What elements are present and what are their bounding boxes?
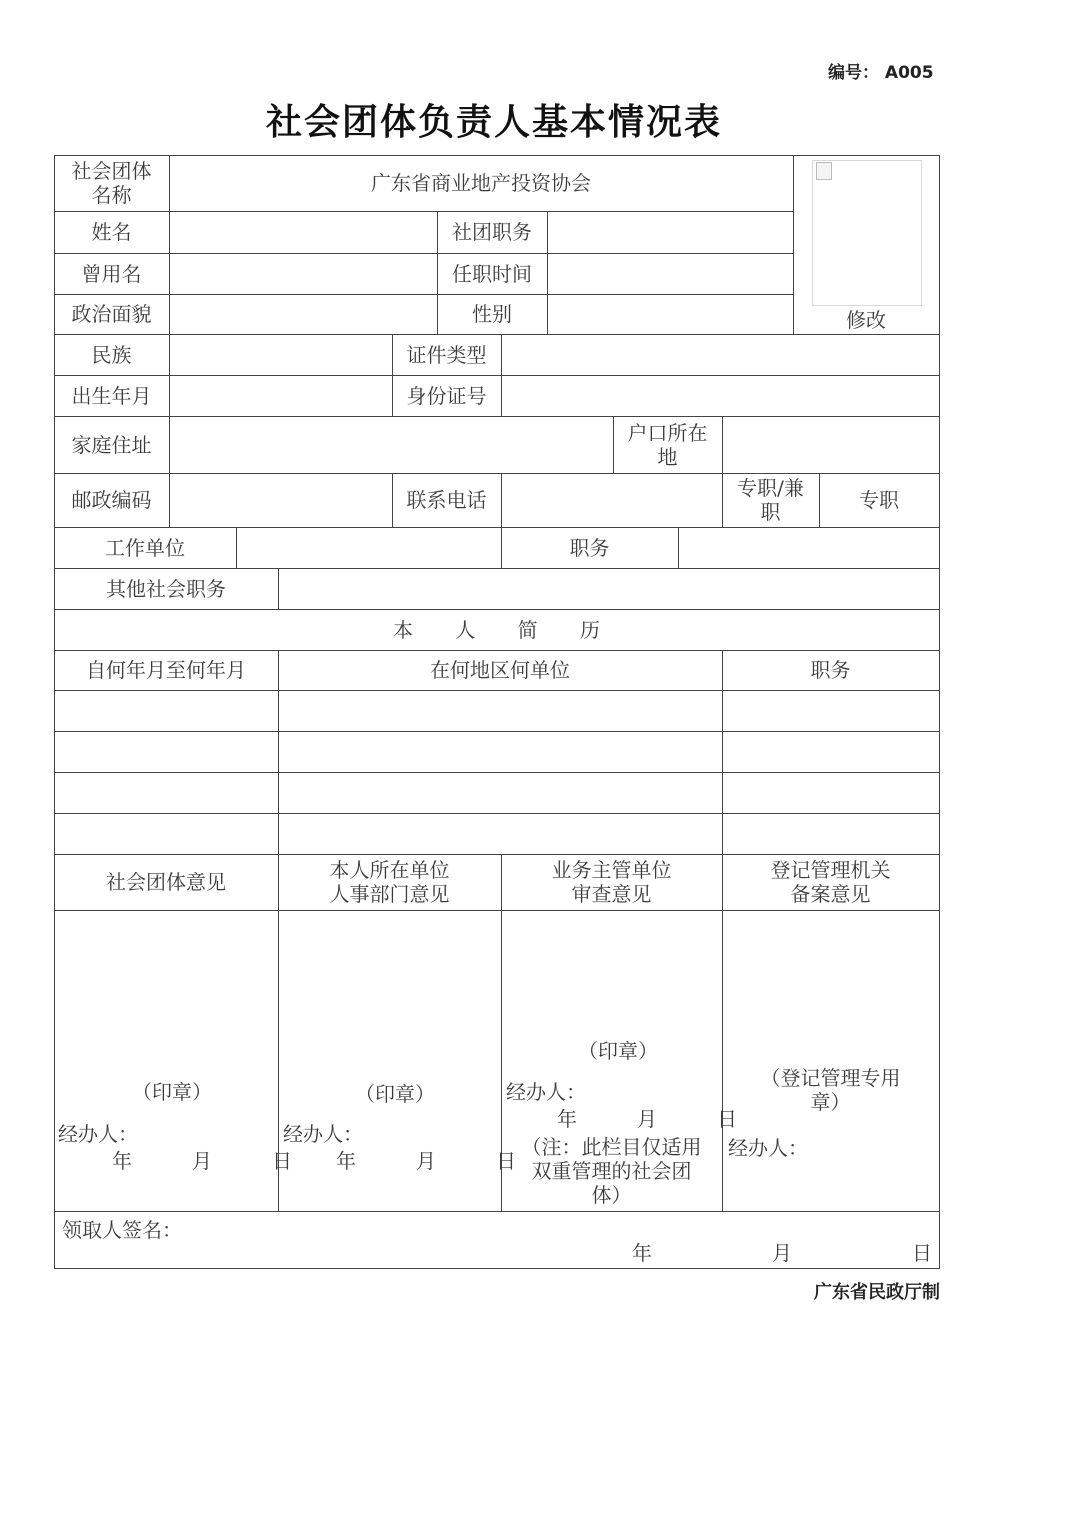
broken-image-icon	[816, 162, 832, 180]
date-2: 年 月 日	[336, 1149, 516, 1173]
org-name-label: 社会团体 名称	[71, 159, 152, 207]
receiver-label: 领取人签名：	[62, 1218, 182, 1242]
hukou-label: 户口所在 地	[627, 420, 708, 469]
document-number: 编号： A005	[828, 63, 934, 83]
resume-post-header: 职务	[810, 658, 851, 682]
issuer-footer: 广东省民政厅制	[814, 1282, 940, 1303]
seal-1: （印章）	[132, 1080, 212, 1104]
receiver-year: 年	[632, 1241, 652, 1265]
opinion-header-supervisor: 业务主管单位 审查意见	[551, 858, 672, 906]
resume-place-header: 在何地区何单位	[430, 658, 570, 682]
date-1: 年 月 日	[112, 1149, 292, 1173]
name-label: 姓名	[91, 220, 132, 244]
other-posts-label: 其他社会职务	[106, 576, 226, 601]
id-type-label: 证件类型	[406, 342, 487, 367]
fulltime-value: 专职	[859, 488, 899, 512]
resume-title: 本 人 简 历	[392, 617, 619, 642]
resume-period-header: 自何年月至何年月	[86, 658, 246, 682]
handler-3: 经办人：	[506, 1080, 586, 1104]
seal-3: （印章）	[578, 1039, 658, 1063]
handler-2: 经办人：	[283, 1122, 363, 1146]
form-title: 社会团体负责人基本情况表	[265, 102, 722, 143]
phone-label: 联系电话	[406, 488, 487, 512]
gender-label: 性别	[472, 302, 512, 326]
seal-2: （印章）	[355, 1082, 435, 1106]
post-label: 社团职务	[452, 220, 532, 244]
opinion-header-org: 社会团体意见	[106, 870, 226, 894]
former-name-label: 曾用名	[81, 261, 142, 286]
receiver-day: 日	[912, 1241, 932, 1265]
org-name-value: 广东省商业地产投资协会	[371, 171, 591, 195]
note-3: （注：此栏目仅适用 双重管理的社会团 体）	[521, 1135, 702, 1207]
date-3: 年 月 日	[557, 1107, 737, 1131]
address-label: 家庭住址	[71, 432, 152, 457]
id-number-label: 身份证号	[406, 383, 487, 408]
postcode-label: 邮政编码	[71, 488, 152, 512]
handler-4: 经办人：	[728, 1136, 808, 1160]
seal-4: （登记管理专用 章）	[760, 1066, 901, 1114]
opinion-header-employer: 本人所在单位 人事部门意见	[329, 858, 450, 906]
term-label: 任职时间	[452, 261, 532, 286]
fulltime-label: 专职/兼 职	[737, 476, 804, 524]
politics-label: 政治面貌	[71, 302, 152, 326]
ethnicity-label: 民族	[91, 342, 132, 367]
handler-1: 经办人：	[58, 1122, 138, 1146]
photo-edit-link[interactable]: 修改	[846, 308, 886, 332]
birth-label: 出生年月	[71, 383, 152, 408]
opinion-header-registry: 登记管理机关 备案意见	[770, 858, 891, 906]
receiver-month: 月	[772, 1241, 792, 1265]
employer-label: 工作单位	[105, 535, 185, 560]
job-label: 职务	[569, 535, 610, 560]
photo-placeholder[interactable]	[812, 160, 922, 306]
